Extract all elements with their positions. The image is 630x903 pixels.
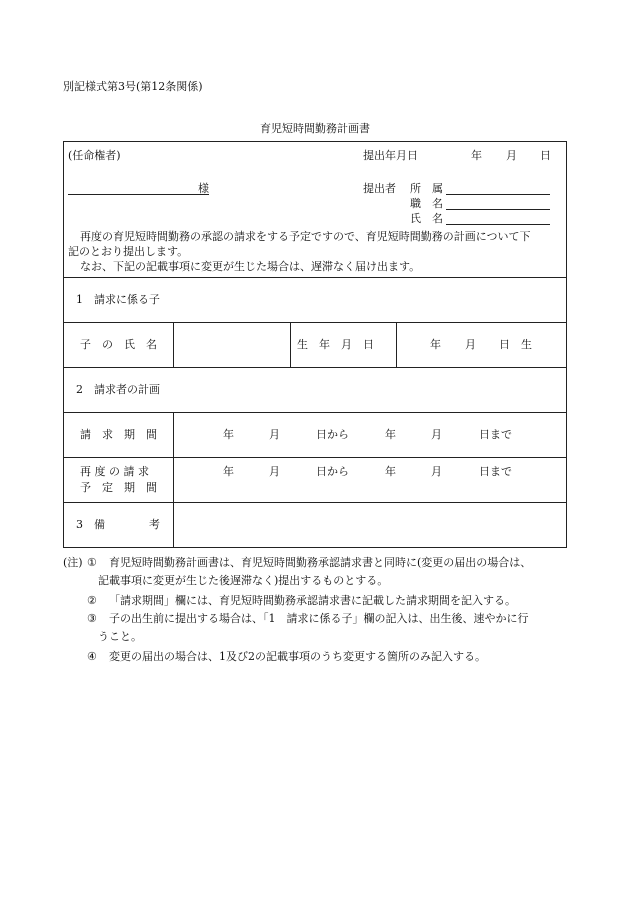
re-request-start-month: 月 [269,465,280,478]
re-request-start-day: 日から [316,465,349,478]
note-mark-4: ④ [87,650,97,663]
re-request-end-day: 日まで [479,465,512,478]
remarks-field[interactable] [178,506,562,543]
appointer-label: (任命権者) [68,149,121,162]
name-label: 氏 名 [410,212,443,225]
note-4-line-1: 変更の届出の場合は、1及び2の記載事項のうち変更する箇所のみ記入する。 [109,650,486,663]
child-name-field[interactable] [178,326,286,363]
note-3-line-1: 子の出生前に提出する場合は、「1 請求に係る子」欄の記入は、出生後、速やかに行 [109,612,529,625]
submission-year: 年 [471,149,482,162]
statement-line-3: なお、下記の記載事項に変更が生じた場合は、遅滞なく届け出ます。 [80,260,421,273]
request-end-month: 月 [431,428,442,441]
row-divider [63,367,566,368]
section-2-heading: 2 請求者の計画 [76,383,160,396]
name-field[interactable] [446,224,550,225]
row-divider [63,412,566,413]
birth-year: 年 [430,338,441,351]
affiliation-field[interactable] [446,194,550,195]
re-request-start-year: 年 [223,465,234,478]
statement-line-2: 記のとおり提出します。 [68,245,189,258]
affiliation-label: 所 属 [410,182,443,195]
column-divider [290,322,291,367]
submission-day: 日 [540,149,551,162]
submitter-label: 提出者 [363,182,396,195]
request-end-day: 日まで [479,428,512,441]
row-divider [63,277,566,278]
note-mark-2: ② [87,594,97,607]
row-divider [63,502,566,503]
re-request-label-line-1: 再 度 の 請 求 [80,465,149,478]
re-request-end-month: 月 [431,465,442,478]
notes-prefix: (注) [63,556,83,569]
appointer-name-field[interactable] [68,194,209,195]
row-divider [63,322,566,323]
birth-day: 日 生 [499,338,532,351]
request-period-label: 請 求 期 間 [80,428,157,441]
page-title: 育児短時間勤務計画書 [260,122,370,135]
note-mark-3: ③ [87,612,97,625]
note-mark-1: ① [87,556,97,569]
child-name-label: 子 の 氏 名 [80,338,157,351]
note-1-line-2: 記載事項に変更が生じた後遅滞なく)提出するものとする。 [98,574,389,587]
table-border-top [63,141,566,142]
table-border-left [63,141,64,547]
table-border-right [566,141,567,548]
request-end-year: 年 [385,428,396,441]
section-1-heading: 1 請求に係る子 [76,293,160,306]
statement-line-1: 再度の育児短時間勤務の承認の請求をする予定ですので、育児短時間勤務の計画について下 [80,230,531,243]
birthdate-label: 生 年 月 日 [297,338,374,351]
note-1-line-1: 育児短時間勤務計画書は、育児短時間勤務承認請求書と同時に(変更の届出の場合は、 [109,556,532,569]
form-number: 別記様式第3号(第12条関係) [63,80,203,93]
re-request-end-year: 年 [385,465,396,478]
position-field[interactable] [446,209,550,210]
re-request-label-line-2: 予 定 期 間 [80,481,157,494]
position-label: 職 名 [410,197,443,210]
remarks-label: 3 備 考 [76,518,160,531]
note-3-line-2: うこと。 [98,630,142,643]
note-2-line-1: 「請求期間」欄には、育児短時間勤務承認請求書に記載した請求期間を記入する。 [109,594,516,607]
column-divider [173,322,174,367]
column-divider [396,322,397,367]
column-divider [173,412,174,547]
row-divider [63,457,566,458]
request-start-year: 年 [223,428,234,441]
sama-honorific: 様 [198,182,209,195]
request-start-month: 月 [269,428,280,441]
submission-date-label: 提出年月日 [363,149,418,162]
table-border-bottom [63,547,566,548]
request-start-day: 日から [316,428,349,441]
birth-month: 月 [465,338,476,351]
submission-month: 月 [506,149,517,162]
